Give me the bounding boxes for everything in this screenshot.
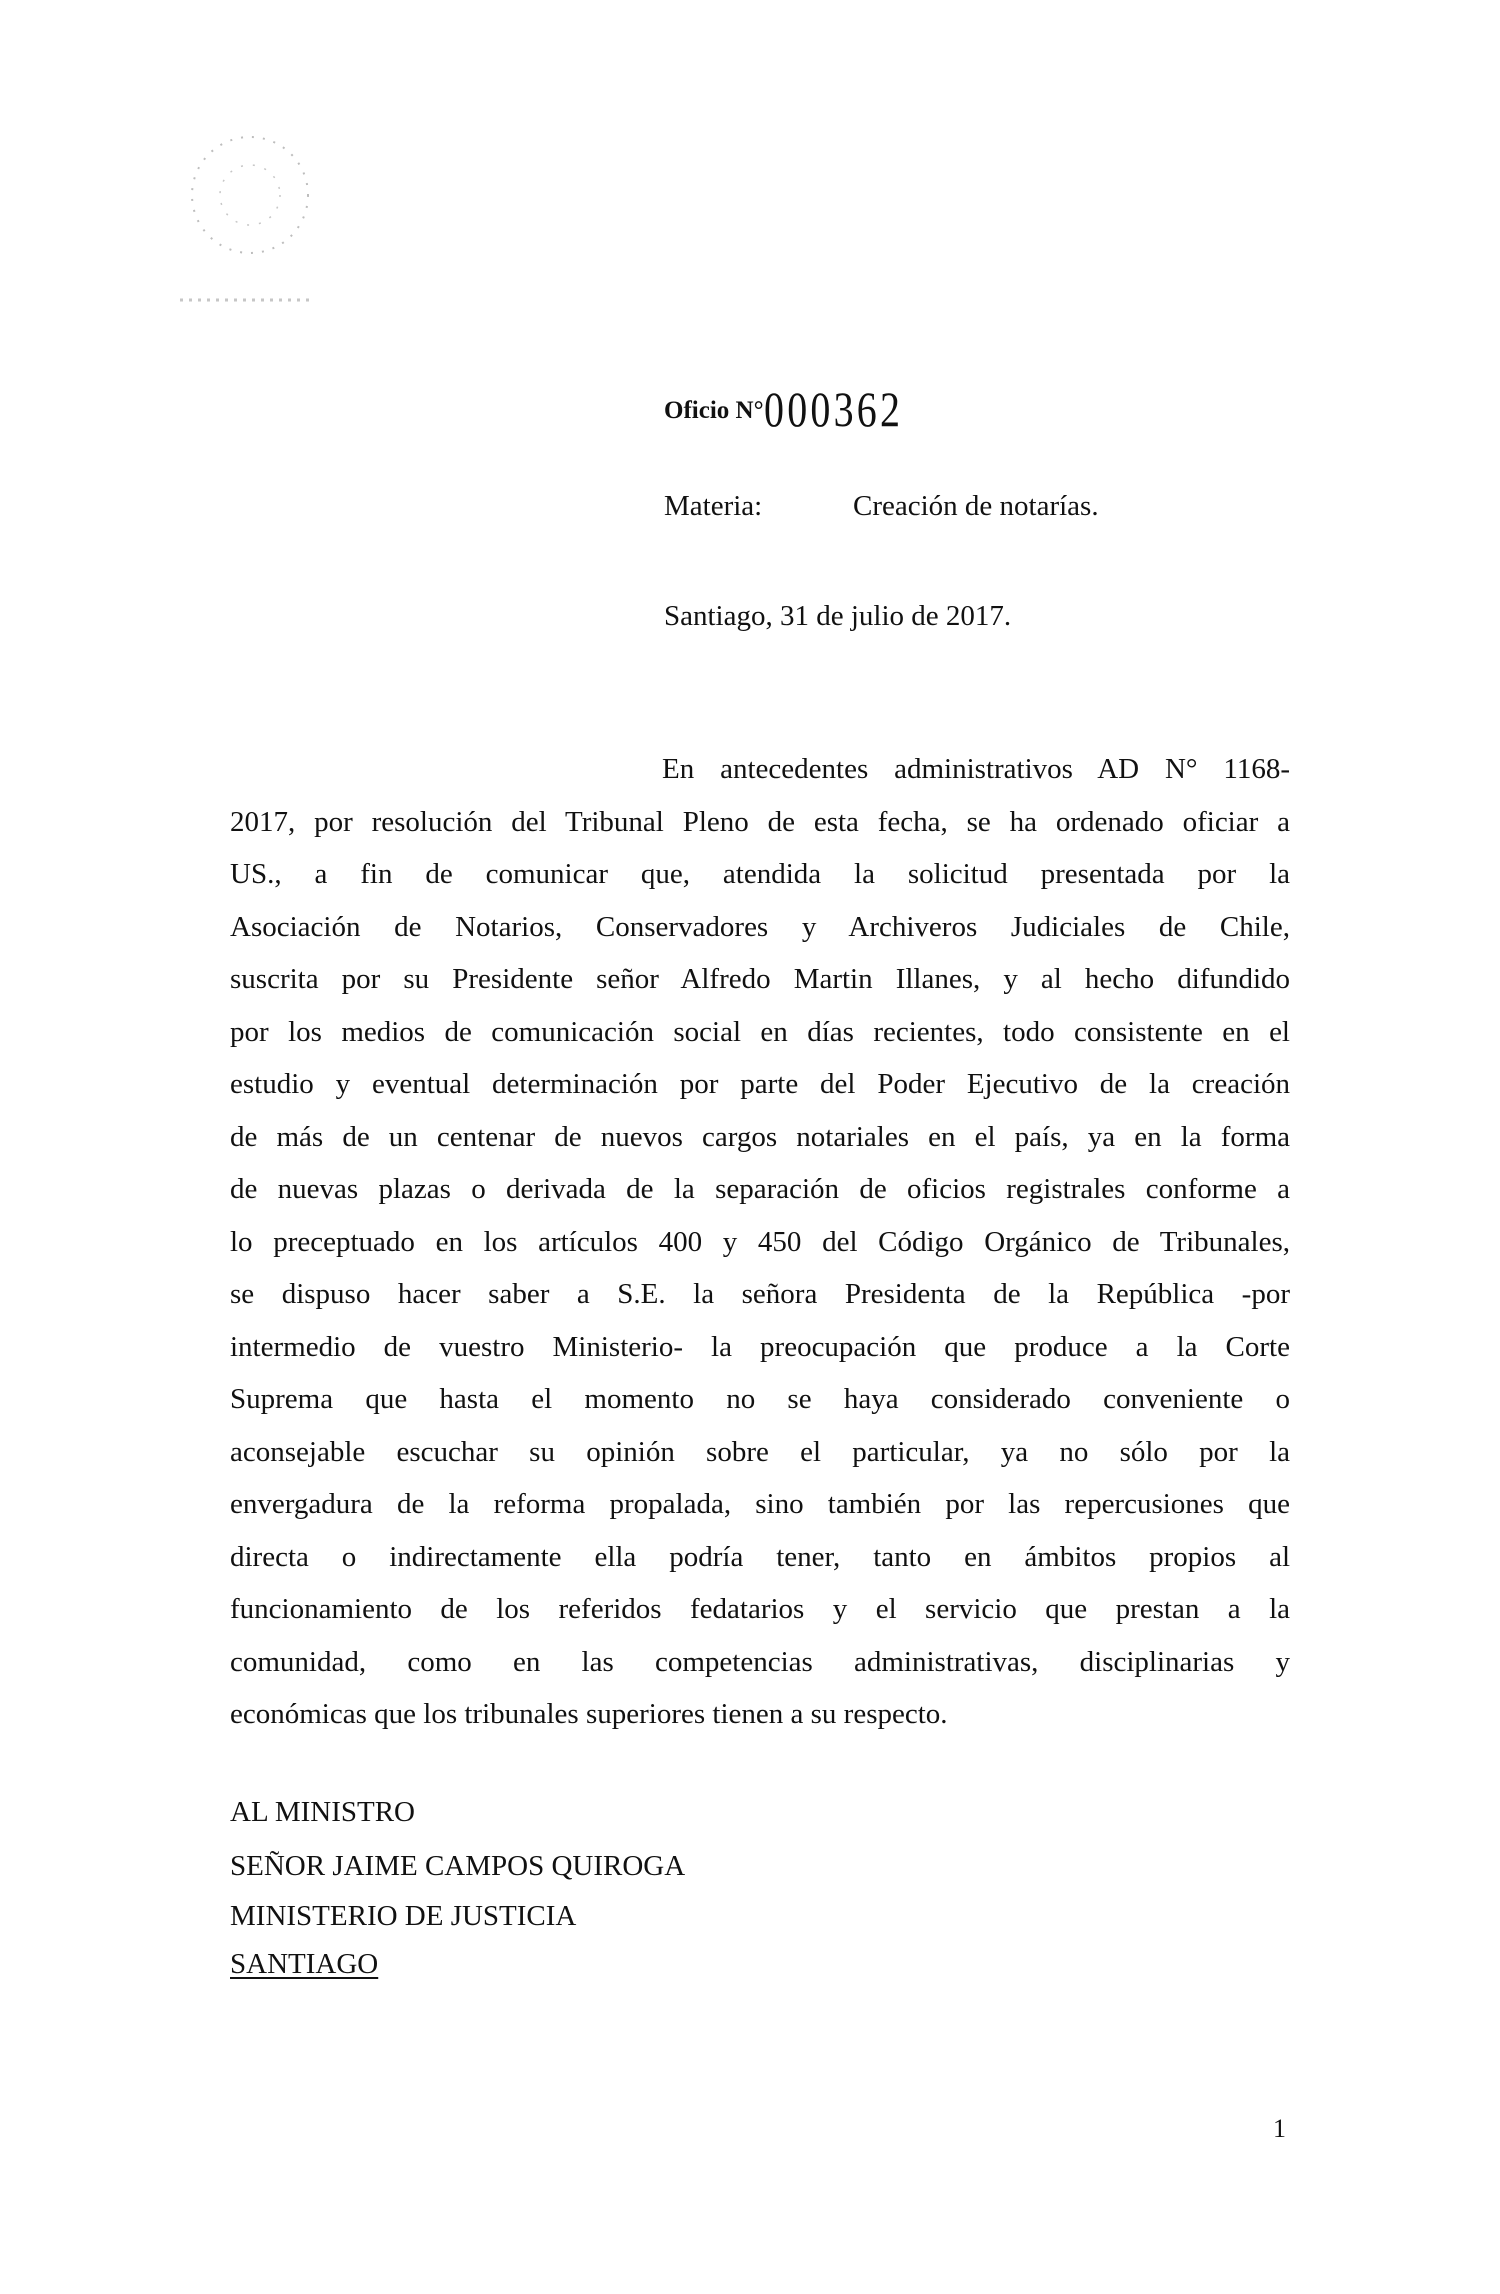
paragraph-line: directa o indirectamente ella podría tener, tanto en ámbitos propios al <box>230 1540 1290 1573</box>
paragraph-line: Asociación de Notarios, Conservadores y Archiveros Judiciales de Chile, <box>230 910 1290 943</box>
materia-value: Creación de notarías. <box>853 490 1099 522</box>
paragraph-line: suscrita por su Presidente señor Alfredo Martin Illanes, y al hecho difundido <box>230 963 1290 995</box>
paragraph-line: económicas que los tribunales superiores tienen a su respecto. <box>230 1698 948 1730</box>
document-date: Santiago, 31 de julio de 2017. <box>664 600 1012 632</box>
paragraph-line: por los medios de comunicación social en días recientes, todo consistente en el <box>230 1015 1290 1048</box>
paragraph-line: estudio y eventual determinación por parte del Poder Ejecutivo de la creación <box>230 1068 1290 1100</box>
faded-seal-stamp <box>160 120 360 310</box>
paragraph-line: envergadura de la reforma propalada, sino también por las repercusiones que <box>230 1488 1290 1520</box>
oficio-number-line <box>664 380 938 438</box>
page-number: 1 <box>1273 2114 1286 2143</box>
recipient-line-2: SEÑOR JAIME CAMPOS QUIROGA <box>230 1850 686 1882</box>
oficio-label: Oficio N° <box>664 397 764 424</box>
recipient-line-4: SANTIAGO <box>230 1948 379 1980</box>
paragraph-line: En antecedentes administrativos AD N° 1168- <box>662 753 1290 785</box>
paragraph-line: aconsejable escuchar su opinión sobre el particular, ya no sólo por la <box>230 1435 1290 1468</box>
oficio-number-stamp: 000362 <box>763 381 903 437</box>
recipient-line-1: AL MINISTRO <box>230 1796 416 1828</box>
paragraph-line: Suprema que hasta el momento no se haya considerado conveniente o <box>230 1383 1290 1415</box>
paragraph-line: de más de un centenar de nuevos cargos notariales en el país, ya en la forma <box>230 1120 1290 1153</box>
paragraph-line: US., a fin de comunicar que, atendida la solicitud presentada por la <box>230 858 1290 890</box>
paragraph-line: funcionamiento de los referidos fedatarios y el servicio que prestan a la <box>230 1593 1290 1625</box>
paragraph-line: lo preceptuado en los artículos 400 y 450 del Código Orgánico de Tribunales, <box>230 1225 1290 1258</box>
paragraph-line: de nuevas plazas o derivada de la separación de oficios registrales conforme a <box>230 1173 1290 1205</box>
recipient-line-3: MINISTERIO DE JUSTICIA <box>230 1900 577 1932</box>
materia-label: Materia: <box>664 490 763 522</box>
paragraph-line: se dispuso hacer saber a S.E. la señora Presidenta de la República -por <box>230 1278 1290 1310</box>
paragraph-line: comunidad, como en las competencias administrativas, disciplinarias y <box>230 1645 1290 1678</box>
paragraph-line: 2017, por resolución del Tribunal Pleno de esta fecha, se ha ordenado oficiar a <box>230 805 1290 838</box>
paragraph-line: intermedio de vuestro Ministerio- la preocupación que produce a la Corte <box>230 1330 1290 1363</box>
